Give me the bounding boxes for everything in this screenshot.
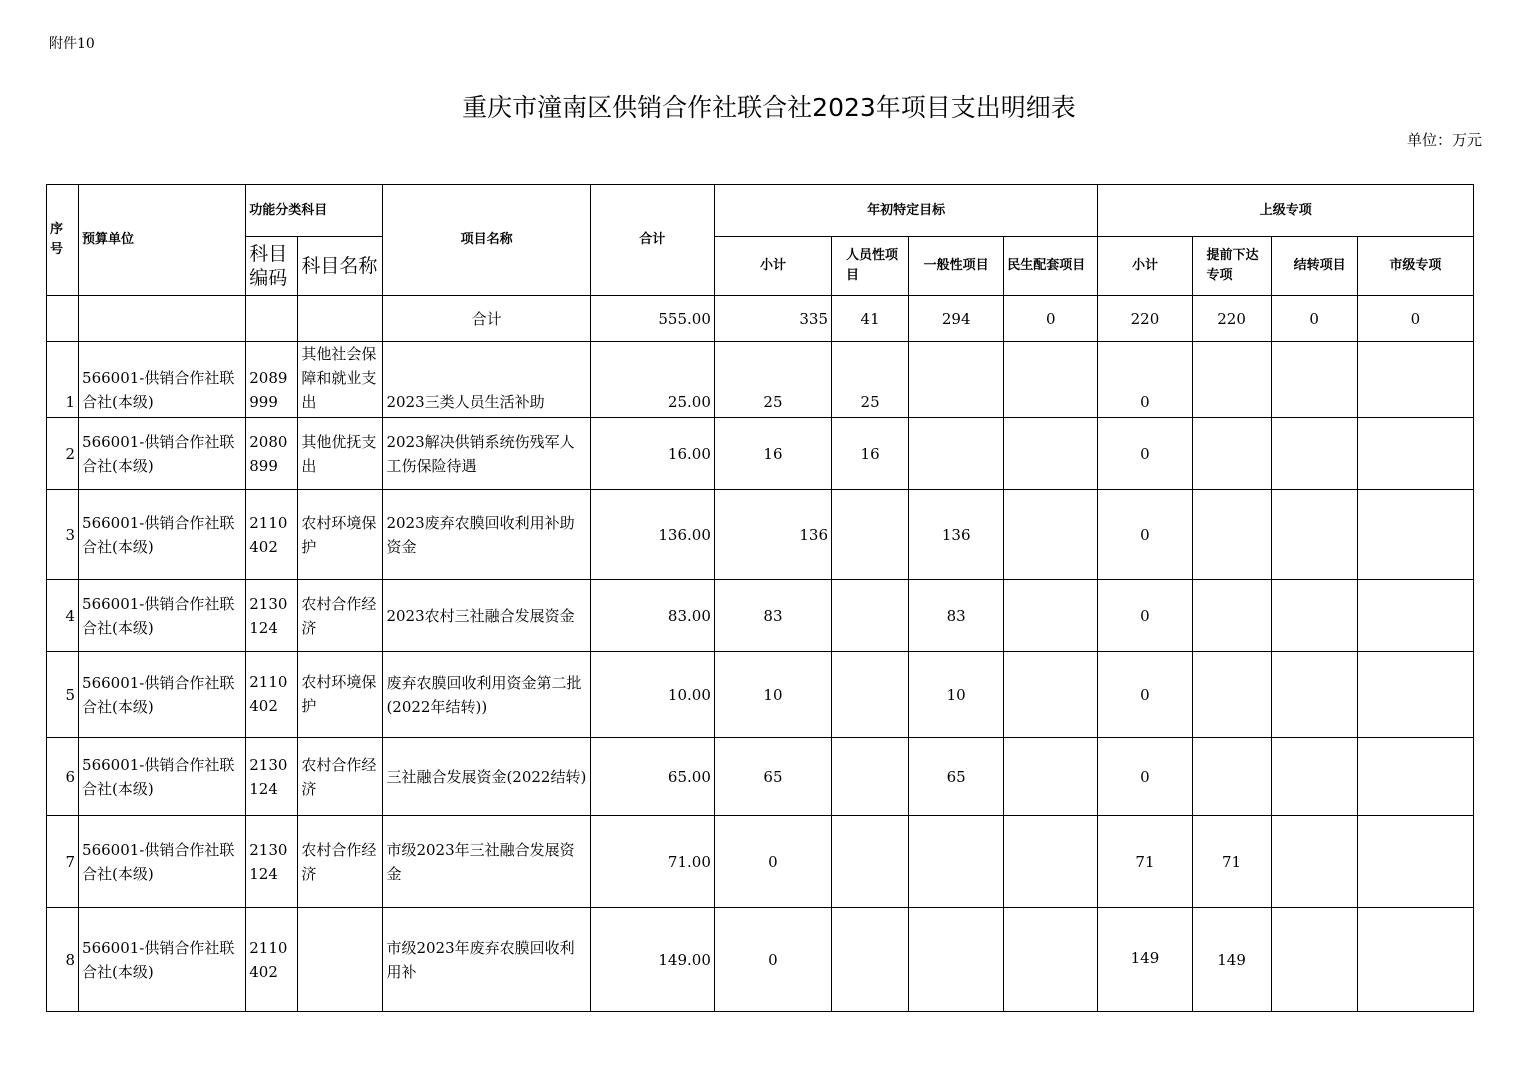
table-row (47, 580, 1474, 652)
row-livelihood (1004, 908, 1098, 1012)
page-title: 重庆市潼南区供销合作社联合社2023年项目支出明细表 (462, 93, 1076, 122)
total-advance: 220 (1192, 296, 1271, 342)
total-livelihood: 0 (1004, 296, 1098, 342)
row-advance (1192, 652, 1271, 738)
row-code: 2130124 (246, 816, 298, 908)
header-personnel: 人员性项目 (832, 237, 909, 296)
row-total: 10.00 (590, 652, 714, 738)
header-func-group: 功能分类科目 (246, 185, 383, 237)
total-general: 294 (909, 296, 1004, 342)
row-city (1357, 342, 1473, 418)
row-carry (1271, 490, 1357, 580)
header-livelihood: 民生配套项目 (1004, 237, 1098, 296)
row-personnel: 16 (832, 418, 909, 490)
row-livelihood (1004, 490, 1098, 580)
header-row-2 (47, 237, 1474, 296)
row-code: 2089999 (246, 342, 298, 418)
row-total: 71.00 (590, 816, 714, 908)
row-unit: 566001-供销合作社联合社(本级) (79, 580, 246, 652)
row-unit: 566001-供销合作社联合社(本级) (79, 816, 246, 908)
row-unit: 566001-供销合作社联合社(本级) (79, 738, 246, 816)
row-livelihood (1004, 652, 1098, 738)
row-code: 2130124 (246, 738, 298, 816)
header-target-group: 年初特定目标 (714, 185, 1098, 237)
row-subject: 农村环境保护 (298, 652, 383, 738)
row-seq: 4 (47, 580, 79, 652)
unit-label: 单位：万元 (1406, 131, 1482, 149)
row-total: 149.00 (590, 908, 714, 1012)
row-target-subtotal: 83 (714, 580, 831, 652)
row-subject (298, 908, 383, 1012)
row-seq: 6 (47, 738, 79, 816)
header-superior-group: 上级专项 (1098, 185, 1474, 237)
row-personnel (832, 816, 909, 908)
header-general: 一般性项目 (909, 237, 1004, 296)
row-target-subtotal: 25 (714, 342, 831, 418)
header-subject: 科目名称 (298, 237, 383, 296)
row-project: 2023三类人员生活补助 (383, 342, 590, 418)
row-seq: 2 (47, 418, 79, 490)
row-code: 2130124 (246, 580, 298, 652)
row-livelihood (1004, 418, 1098, 490)
row-livelihood (1004, 580, 1098, 652)
table-row (47, 908, 1474, 1012)
row-seq: 3 (47, 490, 79, 580)
total-superior-subtotal: 220 (1098, 296, 1192, 342)
attachment-label: 附件10 (49, 36, 95, 52)
header-code: 科目编码 (246, 237, 298, 296)
row-code: 2110402 (246, 908, 298, 1012)
total-row (47, 296, 1474, 342)
row-superior-subtotal: 0 (1098, 490, 1192, 580)
row-superior-subtotal: 0 (1098, 418, 1192, 490)
row-personnel (832, 652, 909, 738)
row-livelihood (1004, 738, 1098, 816)
row-advance: 71 (1192, 816, 1271, 908)
row-seq: 8 (47, 908, 79, 1012)
row-code: 2110402 (246, 652, 298, 738)
row-carry (1271, 342, 1357, 418)
row-seq: 1 (47, 342, 79, 418)
row-seq: 5 (47, 652, 79, 738)
total-label: 合计 (383, 296, 590, 342)
row-total: 25.00 (590, 342, 714, 418)
row-project: 市级2023年废弃农膜回收利用补 (383, 908, 590, 1012)
total-city: 0 (1357, 296, 1473, 342)
total-personnel: 41 (832, 296, 909, 342)
row-advance (1192, 342, 1271, 418)
header-city: 市级专项 (1357, 237, 1473, 296)
row-carry (1271, 816, 1357, 908)
row-city (1357, 816, 1473, 908)
header-row-1 (47, 185, 1474, 237)
row-general: 136 (909, 490, 1004, 580)
row-subject: 农村合作经济 (298, 816, 383, 908)
row-subject: 农村合作经济 (298, 580, 383, 652)
row-carry (1271, 652, 1357, 738)
row-target-subtotal: 0 (714, 816, 831, 908)
row-total: 65.00 (590, 738, 714, 816)
row-total: 16.00 (590, 418, 714, 490)
row-city (1357, 418, 1473, 490)
header-total: 合计 (590, 185, 714, 296)
row-total: 83.00 (590, 580, 714, 652)
row-project: 废弃农膜回收利用资金第二批(2022年结转)) (383, 652, 590, 738)
row-subject: 农村合作经济 (298, 738, 383, 816)
row-advance (1192, 738, 1271, 816)
table-row (47, 652, 1474, 738)
row-personnel (832, 908, 909, 1012)
row-unit: 566001-供销合作社联合社(本级) (79, 418, 246, 490)
row-code: 2080899 (246, 418, 298, 490)
row-advance (1192, 418, 1271, 490)
table-row (47, 816, 1474, 908)
row-subject: 其他社会保障和就业支出 (298, 342, 383, 418)
row-general (909, 816, 1004, 908)
row-personnel (832, 738, 909, 816)
row-unit: 566001-供销合作社联合社(本级) (79, 342, 246, 418)
row-subject: 其他优抚支出 (298, 418, 383, 490)
row-superior-subtotal: 0 (1098, 342, 1192, 418)
row-personnel (832, 490, 909, 580)
total-carry: 0 (1271, 296, 1357, 342)
row-total: 136.00 (590, 490, 714, 580)
row-subject: 农村环境保护 (298, 490, 383, 580)
row-personnel: 25 (832, 342, 909, 418)
total-amount: 555.00 (590, 296, 714, 342)
row-livelihood (1004, 816, 1098, 908)
row-general: 10 (909, 652, 1004, 738)
header-project: 项目名称 (383, 185, 590, 296)
row-target-subtotal: 0 (714, 908, 831, 1012)
row-superior-subtotal: 0 (1098, 738, 1192, 816)
row-advance (1192, 490, 1271, 580)
row-personnel (832, 580, 909, 652)
row-seq: 7 (47, 816, 79, 908)
row-unit: 566001-供销合作社联合社(本级) (79, 908, 246, 1012)
row-carry (1271, 908, 1357, 1012)
row-superior-subtotal: 71 (1098, 816, 1192, 908)
row-carry (1271, 580, 1357, 652)
row-general: 65 (909, 738, 1004, 816)
table-row (47, 738, 1474, 816)
header-superior-subtotal: 小计 (1098, 237, 1192, 296)
row-code: 2110402 (246, 490, 298, 580)
row-target-subtotal: 16 (714, 418, 831, 490)
row-advance (1192, 580, 1271, 652)
row-project: 2023解决供销系统伤残军人工伤保险待遇 (383, 418, 590, 490)
row-general (909, 908, 1004, 1012)
row-project: 三社融合发展资金(2022结转) (383, 738, 590, 816)
row-project: 2023废弃农膜回收利用补助资金 (383, 490, 590, 580)
row-city (1357, 652, 1473, 738)
row-city (1357, 490, 1473, 580)
row-city (1357, 580, 1473, 652)
header-unit: 预算单位 (79, 185, 246, 296)
row-city (1357, 908, 1473, 1012)
row-city (1357, 738, 1473, 816)
row-unit: 566001-供销合作社联合社(本级) (79, 490, 246, 580)
row-superior-subtotal: 149 (1098, 908, 1192, 1012)
header-seq: 序号 (47, 185, 79, 296)
row-advance: 149 (1192, 908, 1271, 1012)
table-row (47, 490, 1474, 580)
header-advance: 提前下达专项 (1192, 237, 1271, 296)
row-superior-subtotal: 0 (1098, 652, 1192, 738)
row-general: 83 (909, 580, 1004, 652)
expense-table (46, 184, 1474, 1012)
header-target-subtotal: 小计 (714, 237, 831, 296)
row-general (909, 342, 1004, 418)
row-project: 2023农村三社融合发展资金 (383, 580, 590, 652)
row-livelihood (1004, 342, 1098, 418)
row-target-subtotal: 136 (714, 490, 831, 580)
row-general (909, 418, 1004, 490)
header-carry: 结转项目 (1271, 237, 1357, 296)
row-unit: 566001-供销合作社联合社(本级) (79, 652, 246, 738)
total-target-subtotal: 335 (714, 296, 831, 342)
table-row (47, 418, 1474, 490)
row-carry (1271, 418, 1357, 490)
row-carry (1271, 738, 1357, 816)
row-superior-subtotal: 0 (1098, 580, 1192, 652)
row-target-subtotal: 65 (714, 738, 831, 816)
table-row (47, 342, 1474, 418)
row-target-subtotal: 10 (714, 652, 831, 738)
row-project: 市级2023年三社融合发展资金 (383, 816, 590, 908)
